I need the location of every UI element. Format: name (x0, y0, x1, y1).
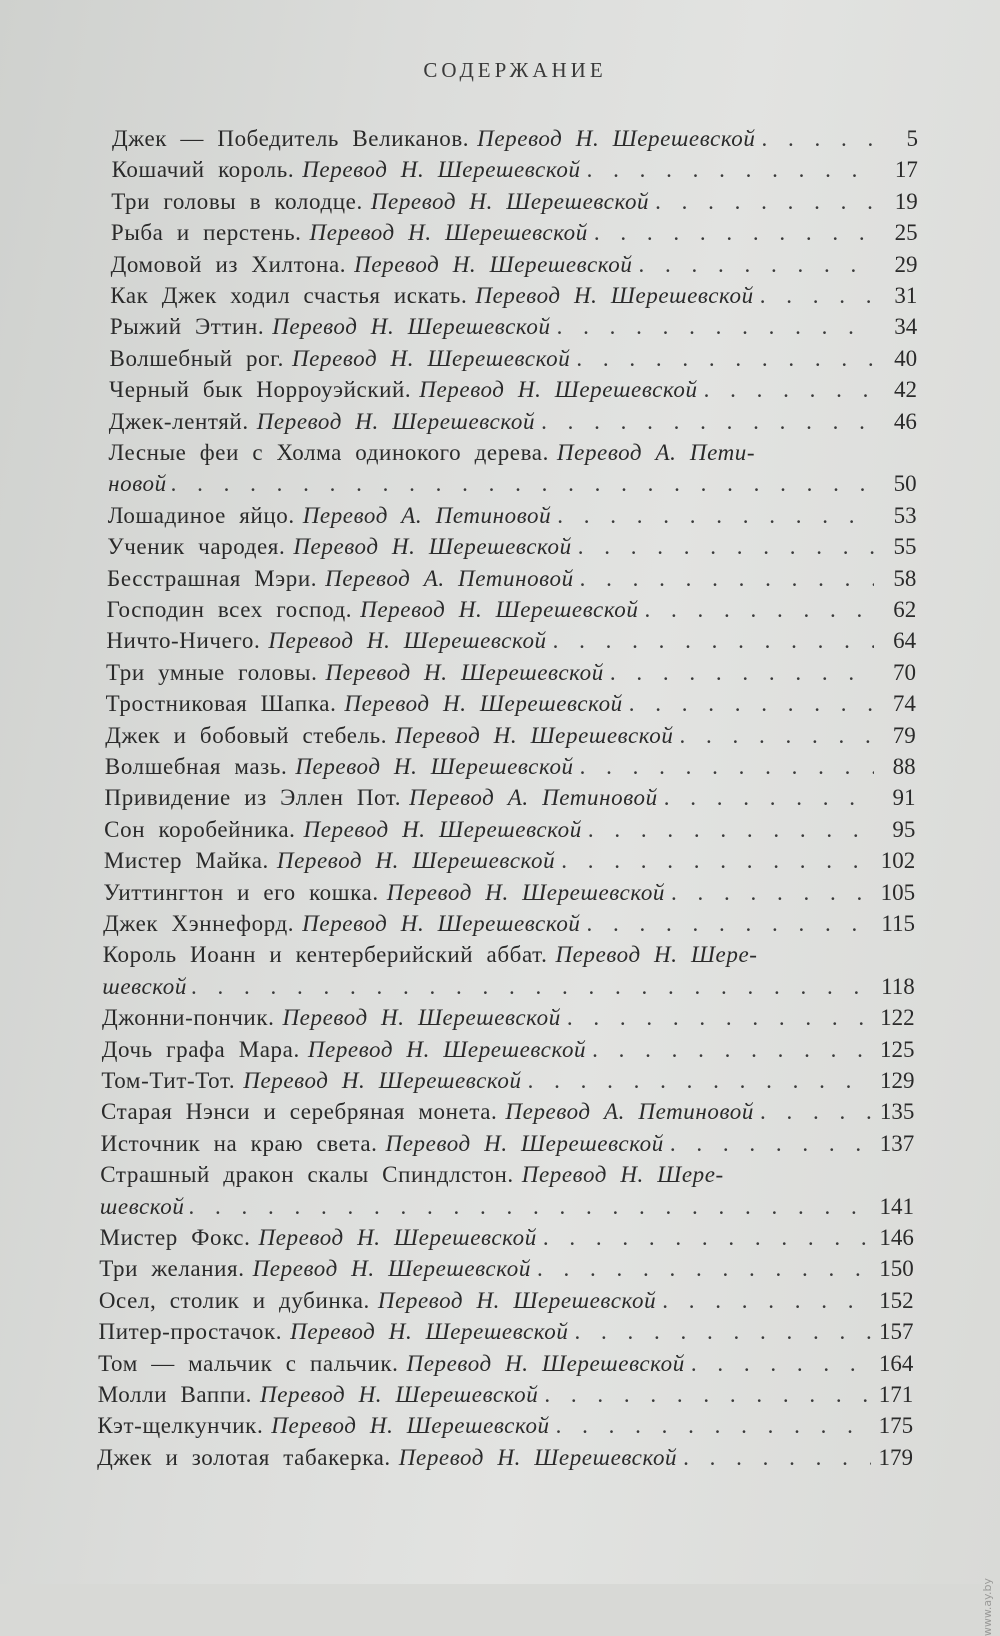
toc-entry (104, 846, 915, 876)
toc-entry (108, 438, 916, 468)
entry-page-number: 42 (894, 377, 918, 403)
entry-translator: Перевод А. Пети- (556, 440, 756, 465)
entry-translator: Перевод Н. Шерешевской (303, 816, 582, 842)
toc-entry (101, 1129, 915, 1159)
toc-entry (97, 1411, 913, 1441)
dot-leader (543, 1223, 872, 1253)
entry-translator: Перевод Н. Шере- (521, 1162, 724, 1188)
dot-leader (191, 972, 873, 1002)
entry-title: Том — мальчик с пальчик. (98, 1350, 399, 1376)
dot-leader (629, 689, 874, 719)
entry-translator: Перевод Н. Шерешевской (256, 408, 536, 434)
toc-entry-continuation (108, 469, 917, 499)
entry-title: Ничто-Ничего. (106, 628, 261, 654)
dot-leader (655, 187, 876, 217)
dot-leader (760, 1097, 872, 1127)
toc-entry-continuation (102, 972, 914, 1002)
dot-leader (671, 878, 873, 908)
toc-entry (111, 250, 918, 280)
entry-translator: Перевод Н. Шерешевской (252, 1256, 531, 1282)
entry-title: Три желания. (99, 1256, 245, 1282)
entry-title: Волшебная мазь. (104, 754, 288, 779)
toc-entry (102, 1035, 915, 1065)
entry-translator: Перевод Н. Шерешевской (377, 1287, 657, 1313)
entry-page-number: 135 (879, 1099, 915, 1125)
dot-leader (588, 815, 874, 845)
entry-translator: Перевод Н. Шерешевской (325, 659, 604, 685)
page-title: СОДЕРЖАНИЕ (423, 58, 607, 82)
toc-entry (105, 783, 916, 813)
entry-page-number: 129 (879, 1068, 915, 1093)
entry-title: Джонни-пончик. (102, 1005, 275, 1031)
entry-page-number: 141 (879, 1193, 914, 1219)
dot-leader (567, 1003, 873, 1033)
dot-leader (664, 783, 874, 813)
toc-entry (110, 281, 917, 311)
entry-page-number: 19 (894, 188, 918, 214)
dot-leader (679, 721, 873, 751)
toc-entry (110, 344, 918, 374)
entry-title: Как Джек ходил счастья искать. (110, 283, 468, 308)
entry-page-number: 50 (893, 471, 917, 497)
entry-title: Питер-простачок. (98, 1319, 283, 1345)
dot-leader (645, 595, 875, 625)
toc-entry (106, 626, 916, 656)
entry-page-number: 17 (894, 157, 918, 183)
entry-page-number: 171 (878, 1382, 914, 1407)
dot-leader (171, 469, 875, 499)
dot-leader (580, 564, 875, 594)
entry-title: Джек Хэннефорд. (103, 911, 295, 936)
entry-title: Господин всех господ. (106, 597, 353, 622)
entry-page-number: 125 (880, 1036, 915, 1062)
dot-leader (691, 1349, 872, 1379)
toc-entry (98, 1349, 913, 1379)
toc-entry (107, 532, 916, 562)
dot-leader (575, 1317, 872, 1347)
entry-page-number: 122 (880, 1005, 915, 1031)
dot-leader (580, 752, 874, 782)
toc-entry (107, 595, 917, 625)
toc-entry (101, 1097, 914, 1127)
entry-translator: Перевод Н. Шерешевской (291, 345, 571, 371)
toc-entry (105, 752, 916, 782)
toc-entry (101, 1066, 914, 1096)
toc-entry (102, 1003, 915, 1033)
entry-translator: Перевод Н. Шерешевской (260, 1382, 539, 1407)
dot-leader (188, 1192, 872, 1222)
toc-entry-continuation (100, 1192, 914, 1222)
entry-translator: Перевод Н. Шерешевской (475, 283, 754, 308)
toc-entry (104, 815, 915, 845)
dot-leader (576, 344, 875, 374)
entry-translator: Перевод А. Петиновой (302, 502, 552, 528)
entry-title: Три головы в колодце. (111, 188, 363, 214)
entry-translator: Перевод Н. Шерешевской (385, 1130, 664, 1156)
entry-title: Источник на краю света. (100, 1130, 378, 1156)
dot-leader (638, 250, 875, 280)
toc-entry (109, 375, 917, 405)
toc-entry (99, 1254, 914, 1284)
entry-translator: Перевод Н. Шерешевской (295, 754, 574, 779)
entry-title: Осел, столик и дубинка. (98, 1287, 370, 1313)
entry-title: Молли Ваппи. (97, 1382, 252, 1407)
entry-title: Джек и бобовый стебель. (105, 722, 388, 748)
dot-leader (587, 155, 876, 185)
toc-entry (97, 1443, 913, 1473)
dot-leader (557, 312, 876, 342)
entry-translator: Перевод Н. Шерешевской (360, 597, 639, 622)
entry-translator: Перевод Н. Шерешевской (302, 911, 581, 936)
toc-entry (99, 1317, 914, 1347)
entry-title: Джек — Победитель Великанов. (112, 126, 470, 151)
entry-title: Старая Нэнси и серебряная монета. (100, 1099, 498, 1125)
entry-page-number: 137 (879, 1130, 915, 1156)
entry-page-number: 79 (892, 722, 916, 748)
dot-leader (610, 658, 874, 688)
entry-page-number: 64 (893, 628, 917, 654)
entry-page-number: 152 (879, 1287, 914, 1313)
dot-leader (553, 626, 874, 656)
entry-page-number: 150 (879, 1256, 914, 1282)
entry-page-number: 179 (878, 1444, 914, 1470)
entry-title: Джек-лентяй. (108, 408, 249, 434)
entry-translator: Перевод Н. Шерешевской (302, 157, 581, 183)
entry-translator-continuation: шевской (99, 1193, 185, 1219)
toc-entry (107, 564, 916, 594)
entry-title: Рыжий Эттин. (109, 314, 265, 340)
dot-leader (557, 501, 874, 531)
entry-page-number: 102 (880, 848, 916, 874)
entry-translator: Перевод Н. Шерешевской (290, 1319, 569, 1345)
entry-translator: Перевод А. Петиновой (505, 1099, 754, 1125)
toc-entry (112, 155, 918, 185)
entry-page-number: 58 (893, 565, 917, 591)
entry-title: Тростниковая Шапка. (105, 691, 337, 717)
toc-entry (110, 312, 917, 342)
entry-page-number: 53 (893, 502, 917, 528)
entry-title: Лесные феи с Холма одинокого дерева. (108, 440, 549, 465)
entry-title: Три умные головы. (105, 659, 318, 685)
toc-entry (108, 501, 917, 531)
toc-entry (103, 909, 915, 939)
entry-translator: Перевод Н. Шерешевской (477, 126, 756, 151)
entry-page-number: 175 (878, 1413, 914, 1439)
entry-title: Мистер Майка. (103, 848, 269, 874)
entry-translator: Перевод Н. Шерешевской (386, 879, 666, 905)
entry-title: Бесстрашная Мэри. (107, 565, 318, 591)
dot-leader (760, 281, 876, 311)
entry-page-number: 55 (893, 534, 917, 560)
entry-translator: Перевод А. Петиновой (325, 565, 574, 591)
dot-leader (594, 218, 876, 248)
dot-leader (537, 1254, 872, 1284)
entry-title: Кошачий король. (111, 157, 295, 183)
entry-page-number: 31 (894, 283, 918, 308)
entry-translator: Перевод Н. Шерешевской (398, 1444, 678, 1470)
entry-title: Мистер Фокс. (99, 1225, 251, 1250)
entry-title: Лошадиное яйцо. (107, 502, 295, 528)
toc-entry (103, 940, 915, 970)
toc-entry (111, 187, 917, 217)
entry-translator: Перевод Н. Шерешевской (293, 534, 572, 560)
entry-page-number: 88 (892, 754, 916, 779)
dot-leader (528, 1066, 873, 1096)
toc-entry (103, 878, 915, 908)
toc-entry (98, 1380, 913, 1410)
entry-translator: Перевод Н. Шерешевской (419, 377, 698, 403)
dot-leader (592, 1035, 872, 1065)
entry-translator: Перевод Н. Шерешевской (309, 220, 588, 246)
entry-page-number: 25 (894, 220, 918, 246)
entry-translator: Перевод Н. Шерешевской (354, 251, 633, 277)
entry-translator: Перевод А. Петиновой (409, 785, 658, 811)
entry-page-number: 74 (892, 691, 916, 717)
toc-entry (100, 1223, 914, 1253)
entry-translator: Перевод Н. Шерешевской (268, 628, 547, 654)
entry-title: Ученик чародея. (107, 534, 286, 560)
entry-translator: Перевод Н. Шерешевской (406, 1350, 685, 1376)
entry-title: Джек и золотая табакерка. (97, 1444, 391, 1470)
dot-leader (541, 407, 875, 437)
entry-title: Черный бык Норроуэйский. (109, 377, 412, 403)
entry-page-number: 5 (906, 126, 918, 151)
entry-translator-continuation: шевской (102, 973, 187, 999)
entry-translator-continuation: новой (108, 471, 167, 497)
entry-title: Домовой из Хилтона. (110, 251, 347, 277)
entry-page-number: 118 (881, 973, 915, 999)
entry-translator: Перевод Н. Шерешевской (395, 722, 674, 748)
entry-page-number: 164 (878, 1350, 914, 1376)
dot-leader (556, 1411, 871, 1441)
dot-leader (762, 124, 876, 154)
toc-entry (100, 1160, 914, 1190)
dot-leader (683, 1443, 871, 1473)
entry-page-number: 62 (893, 597, 917, 622)
entry-page-number: 146 (879, 1225, 914, 1250)
dot-leader (544, 1380, 871, 1410)
entry-translator: Перевод Н. Шерешевской (307, 1036, 587, 1062)
entry-page-number: 29 (894, 251, 918, 277)
entry-title: Том-Тит-Тот. (101, 1068, 236, 1093)
entry-page-number: 70 (892, 659, 916, 685)
entry-translator: Перевод Н. Шерешевской (243, 1068, 522, 1093)
entry-page-number: 40 (894, 345, 918, 371)
dot-leader (561, 846, 873, 876)
entry-translator: Перевод Н. Шерешевской (276, 848, 556, 874)
entry-translator: Перевод Н. Шерешевской (258, 1225, 537, 1250)
dot-leader (578, 532, 875, 562)
dot-leader (662, 1286, 871, 1316)
entry-translator: Перевод Н. Шере- (555, 942, 758, 968)
toc-entry (99, 1286, 914, 1316)
entry-page-number: 95 (892, 816, 916, 842)
entry-page-number: 157 (878, 1319, 914, 1345)
entry-title: Привидение из Эллен Пот. (104, 785, 402, 811)
toc-entry (106, 689, 916, 719)
entry-title: Волшебный рог. (109, 345, 284, 371)
entry-translator: Перевод Н. Шерешевской (271, 1413, 550, 1439)
entry-page-number: 115 (881, 911, 916, 936)
entry-page-number: 34 (894, 314, 918, 340)
toc-entry (109, 407, 917, 437)
toc-entry (112, 124, 918, 154)
entry-translator: Перевод Н. Шерешевской (344, 691, 623, 717)
entry-page-number: 91 (892, 785, 916, 811)
dot-leader (587, 909, 873, 939)
entry-translator: Перевод Н. Шерешевской (282, 1005, 561, 1031)
dot-leader (670, 1129, 872, 1159)
entry-page-number: 105 (880, 879, 916, 905)
entry-title: Дочь графа Мара. (101, 1036, 300, 1062)
entry-title: Сон коробейника. (104, 816, 296, 842)
entry-translator: Перевод Н. Шерешевской (272, 314, 551, 340)
dot-leader (704, 375, 875, 405)
toc-entry (106, 658, 916, 688)
entry-title: Кэт-щелкунчик. (97, 1413, 264, 1439)
entry-page-number: 46 (893, 408, 917, 434)
toc-entry (105, 721, 915, 751)
entry-title: Страшный дракон скалы Спиндлстон. (100, 1162, 514, 1188)
entry-title: Рыба и перстень. (110, 220, 302, 246)
entry-title: Уиттингтон и его кошка. (103, 879, 379, 905)
entry-title: Король Иоанн и кентерберийский аббат. (102, 942, 548, 968)
toc-entry (111, 218, 918, 248)
watermark: www.ay.by (981, 1578, 994, 1636)
entry-translator: Перевод Н. Шерешевской (370, 188, 650, 214)
